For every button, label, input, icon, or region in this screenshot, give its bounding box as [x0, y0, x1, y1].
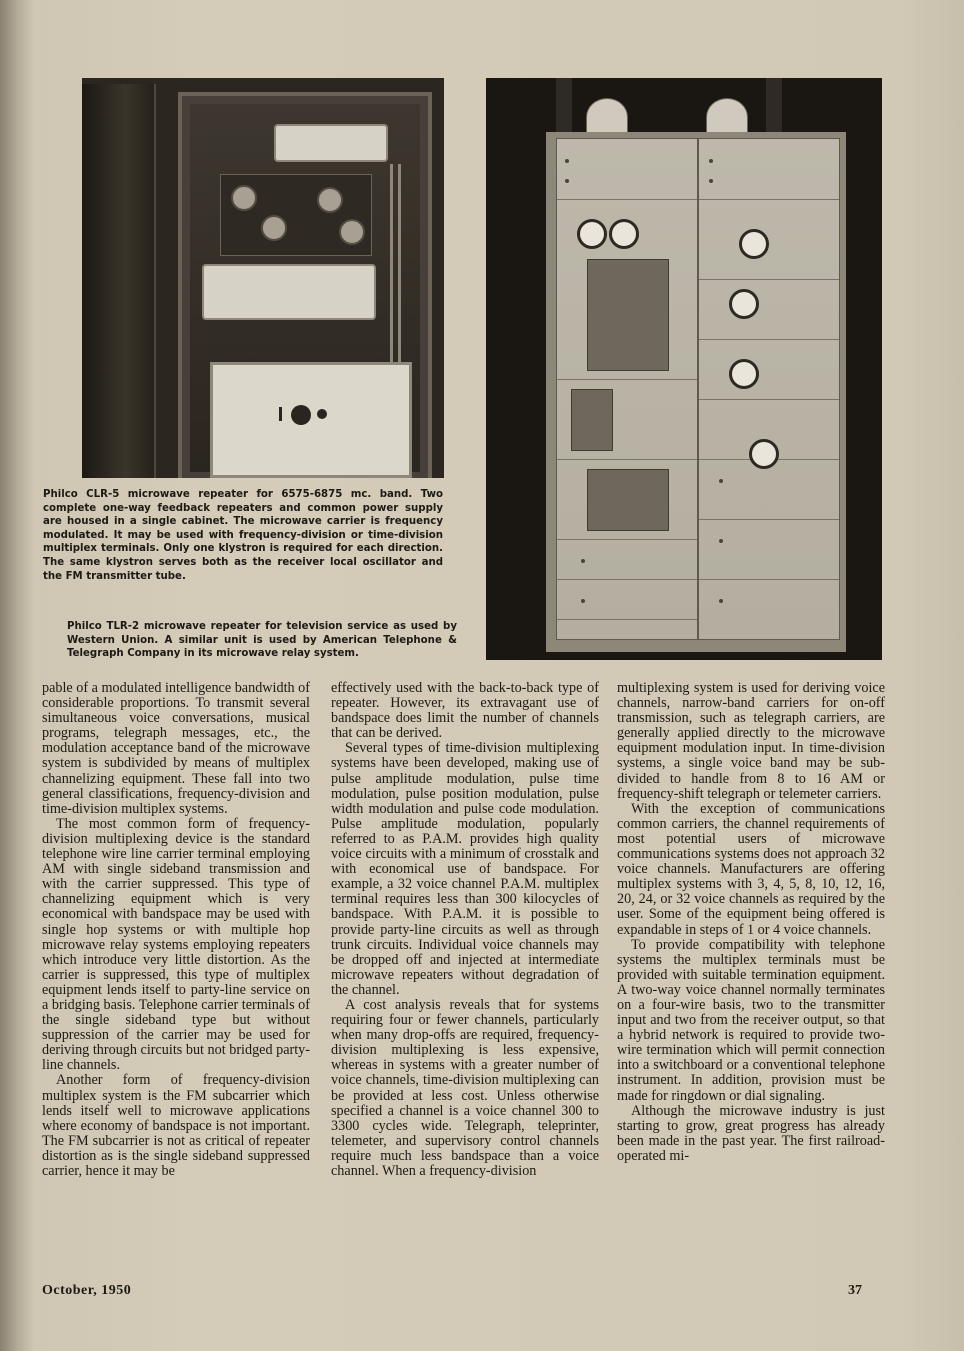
paragraph: effectively used with the back-to-back type of repeater. However, its extravagant use of bandspace does limit the number of channels that can be derived.	[331, 680, 599, 742]
text-column-3	[617, 681, 885, 1164]
paragraph: To provide compatibility with telephone systems the multiplex terminals must be provided with suitable termination equipment. A two-way voice channel normally terminates on a four-wire basis, two to the transmitter input and two from the receiver output, so that a hybrid network is required to provide two-wire termination which will permit connection into a switchboard or a conventional telephone instrument. In addition, provision must be made for ringdown or dial signaling.	[617, 936, 885, 1104]
repeater-chassis	[220, 174, 372, 256]
text-column-1	[42, 681, 310, 1179]
issue-date: October, 1950	[42, 1283, 132, 1298]
tlr2-repeater-photo	[486, 78, 882, 660]
photo-caption-clr5: Philco CLR-5 microwave repeater for 6575-6875 mc. band. Two complete one-way feedback repeaters and common power supply are housed in a single cabinet. The microwave carrier is frequency modulated. It may be used with frequency-division or time-division multiplex terminals. Only one klystron is required for each direction. The same klystron serves both as the receiver local oscillator and the FM transmitter tube.	[43, 489, 443, 582]
paragraph: With the exception of communications common carriers, the channel requirements of most potential users of microwave communications systems does not approach 32 voice channels. Manufacturers are offering multiplex systems with 3, 4, 5, 8, 10, 12, 16, 20, 24, or 32 voice channels as required by the user. Some of the equipment being offered is expandable in steps of 1 or 4 voice channels.	[617, 800, 885, 938]
terminal-strip	[274, 124, 388, 162]
power-supply-box	[210, 362, 412, 478]
clr5-repeater-photo	[82, 78, 444, 478]
photo-caption-tlr2: Philco TLR-2 microwave repeater for television service as used by Western Union. A similar unit is used by American Telephone & Telegraph Company in its microwave relay system.	[67, 621, 457, 660]
paragraph: A cost analysis reveals that for systems requiring four or fewer channels, particularly when many drop-offs are required, frequency-division multiplexing is less expensive, whereas in systems with a greater number of voice channels, time-division multiplexing can be provided at less cost. Unless otherwise specified a channel is a voice channel 300 to 3300 cycles wide. Telegraph, teleprinter, telemeter, and supervisory control channels require much less bandspace than a voice channel. When a frequency-division	[331, 996, 599, 1179]
equipment-rack-left	[556, 138, 698, 640]
cabinet-door	[82, 84, 156, 478]
text-column-2	[331, 681, 599, 1179]
page-number: 37	[848, 1283, 862, 1298]
paragraph: Another form of frequency-division multiplex system is the FM subcarrier which lends itself well to microwave applications where economy of bandspace is not important. The FM subcarrier is not as critical of repeater distortion as is the single sideband suppressed carrier, hence it may be	[42, 1072, 310, 1179]
equipment-rack-right	[698, 138, 840, 640]
paragraph: Although the microwave industry is just starting to grow, great progress has already been made in the past year. The first railroad-operated mi-	[617, 1102, 885, 1164]
paragraph: The most common form of frequency-division multiplexing device is the standard telephone wire line carrier terminal employing AM with single sideband transmission and with the carrier suppressed. This type of channelizing equipment which is very economical with bandspace may be used with single hop systems or with multiple hop microwave relay systems employing repeaters which introduce very little distortion. As the carrier is suppressed, this type of multiplex equipment lends itself to party-line service on a bridging basis. Telephone carrier terminals of the single sideband type but without suppression of the carrier may be used for deriving through circuits but not bridged party-line channels.	[42, 815, 310, 1074]
paragraph: pable of a modulated intelligence bandwidth of considerable proportions. To transmit several simultaneous voice conversations, musical programs, telegraph messages, etc., the modulation acceptance band of the microwave system is subdivided by means of multiplex channelizing equipment. These fall into two general classifications, frequency-division and time-division multiplex systems.	[42, 680, 310, 817]
rack-frame	[546, 132, 846, 652]
paragraph: multiplexing system is used for deriving voice channels, narrow-band carriers for on-off transmission, such as telegraph carriers, are generally applied directly to the microwave equipment modulation input. In time-division systems, a single voice band may be sub-divided to handle from 8 to 16 AM or frequency-shift telegraph or telemeter carriers.	[617, 680, 885, 802]
paragraph: Several types of time-division multiplexing systems have been developed, making use of pulse amplitude modulation, pulse time modulation, pulse position modulation, pulse width modulation and pulse code modulation. Pulse amplitude modulation, popularly referred to as P.A.M. provides high quality voice circuits with a minimum of crosstalk and with economical use of bandspace. For example, a 32 voice channel P.A.M. multiplex terminal requires less than 300 kilocycles of bandspace. With P.A.M. it is possible to provide party-line circuits as well as through trunk circuits. Individual voice channels may be dropped off and injected at intermediate microwave repeaters without degradation of the channel.	[331, 740, 599, 998]
cabinet-body	[178, 92, 432, 478]
terminal-strip	[202, 264, 376, 320]
